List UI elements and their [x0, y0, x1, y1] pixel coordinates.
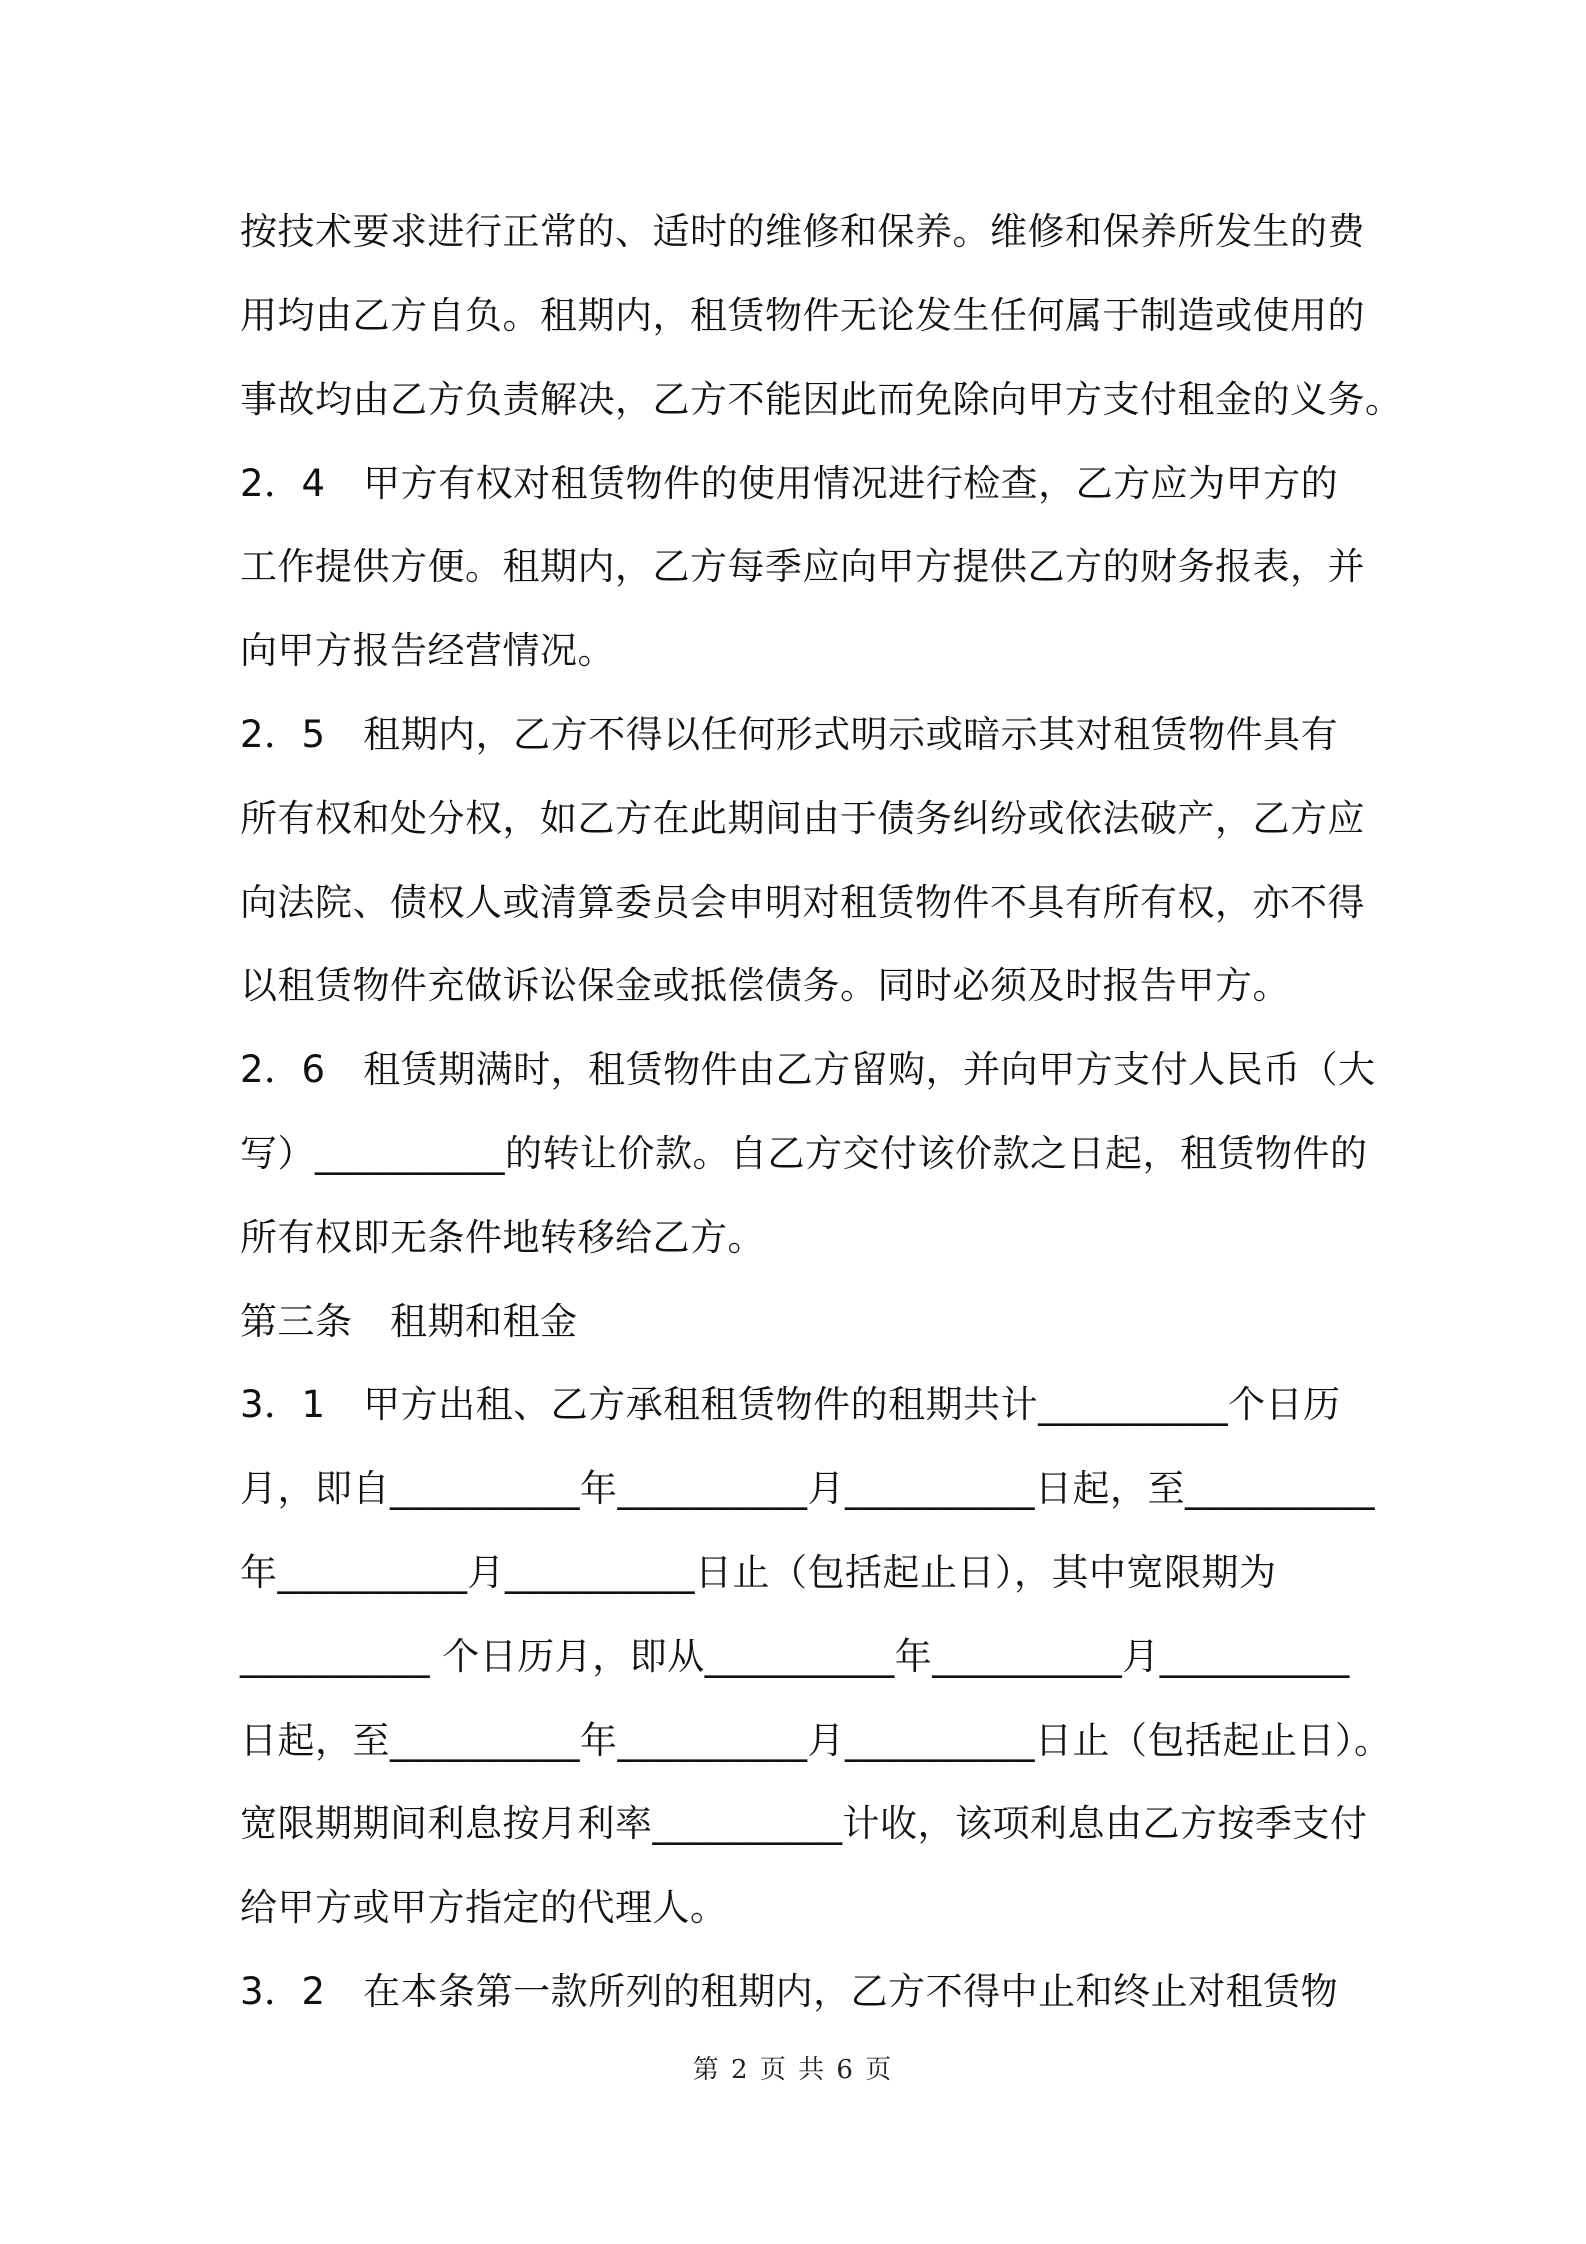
clause-2-6: 2．6 租赁期满时，租赁物件由乙方留购，并向甲方支付人民币（大 [240, 1048, 1376, 1091]
text-line: 日起，至__________年__________月__________日止（包括起止日）。 [240, 1719, 1392, 1762]
text-line: 年__________月__________日止（包括起止日），其中宽限期为 [240, 1551, 1277, 1594]
text-line: 所有权和处分权，如乙方在此期间由于债务纠纷或依法破产，乙方应 [240, 797, 1365, 840]
text-line: 按技术要求进行正常的、适时的维修和保养。维修和保养所发生的费 [240, 210, 1365, 253]
page-footer: 第 2 页 共 6 页 [692, 2055, 894, 2085]
text-line: 向法院、债权人或清算委员会申明对租赁物件不具有所有权，亦不得 [240, 881, 1365, 924]
text-line: 所有权即无条件地转移给乙方。 [240, 1216, 765, 1259]
text-line: __________ 个日历月，即从__________年__________月__________ [240, 1635, 1350, 1678]
article-3-heading: 第三条 租期和租金 [240, 1300, 578, 1343]
clause-3-2: 3．2 在本条第一款所列的租期内，乙方不得中止和终止对租赁物 [240, 1970, 1339, 2013]
text-line: 向甲方报告经营情况。 [240, 629, 615, 672]
text-line: 写）__________的转让价款。自乙方交付该价款之日起，租赁物件的 [240, 1132, 1368, 1175]
clause-2-4: 2．4 甲方有权对租赁物件的使用情况进行检查，乙方应为甲方的 [240, 462, 1339, 505]
clause-3-1: 3．1 甲方出租、乙方承租租赁物件的租期共计__________个日历 [240, 1383, 1341, 1426]
text-line: 工作提供方便。租期内，乙方每季应向甲方提供乙方的财务报表，并 [240, 545, 1365, 588]
text-line: 月，即自__________年__________月__________日起，至__________ [240, 1467, 1375, 1510]
text-line: 用均由乙方自负。租期内，租赁物件无论发生任何属于制造或使用的 [240, 294, 1365, 337]
text-line: 给甲方或甲方指定的代理人。 [240, 1886, 728, 1929]
clause-2-5: 2．5 租期内，乙方不得以任何形式明示或暗示其对租赁物件具有 [240, 713, 1339, 756]
text-line: 事故均由乙方负责解决，乙方不能因此而免除向甲方支付租金的义务。 [240, 378, 1403, 421]
text-line: 宽限期期间利息按月利率__________计收，该项利息由乙方按季支付 [240, 1802, 1368, 1845]
text-line: 以租赁物件充做诉讼保金或抵偿债务。同时必须及时报告甲方。 [240, 964, 1290, 1007]
